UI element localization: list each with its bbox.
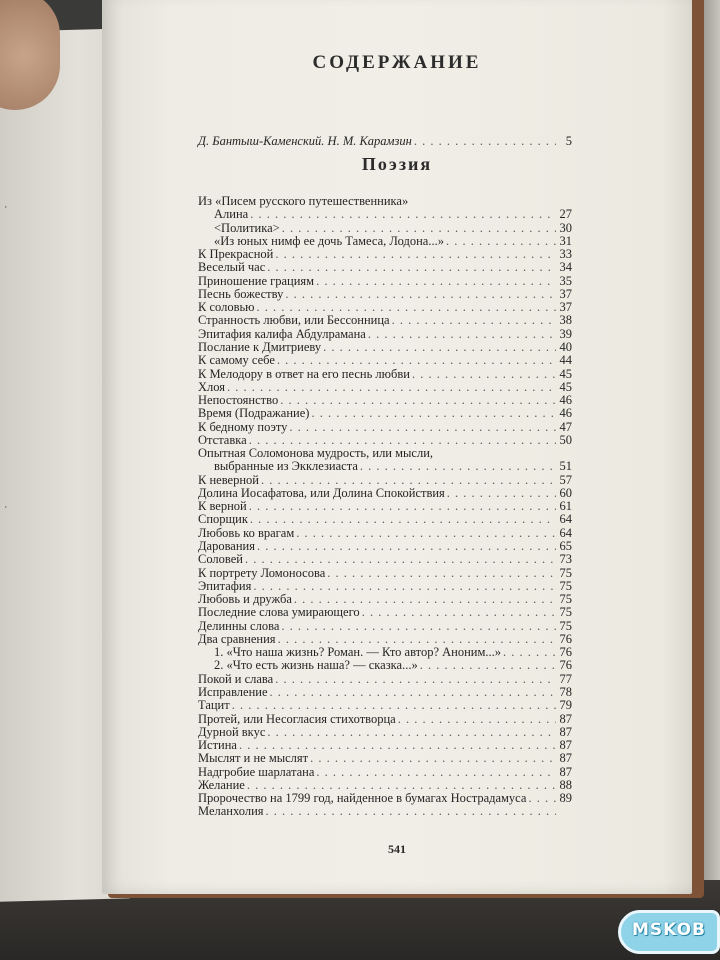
toc-leader-dots bbox=[289, 420, 556, 434]
toc-entry bbox=[198, 406, 572, 420]
toc-leader-dots bbox=[398, 712, 556, 726]
toc-entry-title: Желание bbox=[198, 777, 245, 792]
toc-entry-page: 87 bbox=[559, 738, 572, 753]
toc-entry-page: 45 bbox=[559, 366, 572, 381]
toc-entry-page: 75 bbox=[559, 578, 572, 593]
toc-entry bbox=[198, 725, 572, 739]
toc-entry bbox=[198, 619, 572, 633]
toc-entry bbox=[198, 552, 572, 566]
toc-entry bbox=[198, 592, 572, 606]
toc-entry-page: 61 bbox=[559, 499, 572, 514]
toc-leader-dots bbox=[414, 134, 556, 148]
toc-entry-page: 27 bbox=[559, 207, 572, 222]
toc-entry-page: 57 bbox=[559, 472, 572, 487]
toc-entry-page: 78 bbox=[559, 684, 572, 699]
toc-entry-title: «Из юных нимф ее дочь Тамеса, Лодона...» bbox=[214, 233, 444, 248]
toc-leader-dots bbox=[327, 566, 556, 580]
toc-leader-dots bbox=[267, 725, 556, 739]
toc-entry-page: 39 bbox=[559, 326, 572, 341]
toc-entry-title: 1. «Что наша жизнь? Роман. — Кто автор? Аноним...» bbox=[214, 645, 502, 660]
toc-leader-dots bbox=[280, 393, 556, 407]
toc-entry-page: 73 bbox=[559, 552, 572, 567]
toc-leader-dots bbox=[249, 499, 556, 513]
toc-leader-dots bbox=[267, 260, 556, 274]
toc-leader-dots bbox=[412, 367, 556, 381]
toc-entry-page: 87 bbox=[559, 711, 572, 726]
toc-entry-title: Эпитафия калифа Абдулрамана bbox=[198, 326, 366, 341]
toc-entry bbox=[198, 380, 572, 394]
toc-entry bbox=[198, 566, 572, 580]
toc-leader-dots bbox=[447, 486, 556, 500]
toc-entry bbox=[198, 260, 572, 274]
toc-authors-text: Д. Бантыш-Каменский. Н. М. Карамзин bbox=[198, 134, 412, 148]
toc-entry bbox=[198, 486, 572, 500]
toc-leader-dots bbox=[392, 313, 556, 327]
toc-entry-title: К Прекрасной bbox=[198, 247, 274, 262]
toc-entry-title: выбранные из Экклезиаста bbox=[214, 459, 358, 474]
toc-entry-page: 75 bbox=[559, 565, 572, 580]
toc-entry-title: Дарования bbox=[198, 539, 255, 554]
toc-entry-title: Мыслят и не мыслят bbox=[198, 751, 309, 766]
toc-entry-title: Меланхолия bbox=[198, 804, 264, 819]
toc-entry bbox=[198, 512, 572, 526]
toc-leader-dots bbox=[239, 738, 556, 752]
toc-leader-dots bbox=[275, 247, 556, 261]
toc-entry-title: Исправление bbox=[198, 684, 268, 699]
toc-entry-title: Тацит bbox=[198, 698, 230, 713]
page-number: 541 bbox=[388, 842, 406, 856]
toc-leader-dots bbox=[316, 274, 556, 288]
toc-entry-page: 30 bbox=[559, 220, 572, 235]
toc-leader-dots bbox=[247, 778, 556, 792]
toc-entry-title: Последние слова умирающего bbox=[198, 605, 360, 620]
toc-leader-dots bbox=[316, 765, 556, 779]
toc-entry-page: 50 bbox=[559, 432, 572, 447]
toc-entry-title: Непостоянство bbox=[198, 393, 279, 408]
toc-leader-dots bbox=[249, 433, 556, 447]
toc-entry-page: 89 bbox=[559, 791, 572, 806]
toc-entry bbox=[198, 300, 572, 314]
toc-entry bbox=[198, 194, 572, 208]
toc-entry-title: Протей, или Несогласия стихотворца bbox=[198, 711, 396, 726]
toc-leader-dots bbox=[362, 605, 556, 619]
toc-leader-dots bbox=[250, 207, 556, 221]
toc-leader-dots bbox=[446, 234, 556, 248]
toc-entry bbox=[214, 234, 572, 248]
toc-entry-page: 77 bbox=[559, 671, 572, 686]
toc-entry bbox=[198, 791, 572, 805]
toc-entry bbox=[198, 579, 572, 593]
toc-entry-page: 38 bbox=[559, 313, 572, 328]
toc-entry bbox=[198, 738, 572, 752]
toc-entry bbox=[198, 712, 572, 726]
toc-leader-dots bbox=[281, 619, 556, 633]
watermark-logo bbox=[618, 910, 720, 954]
toc-entry bbox=[198, 353, 572, 367]
toc-entry bbox=[214, 658, 572, 672]
toc-leader-dots bbox=[294, 592, 556, 606]
toc-entry-page: 46 bbox=[559, 393, 572, 408]
toc-entry-title: К соловью bbox=[198, 300, 255, 315]
toc-entry-title: Делинны слова bbox=[198, 618, 280, 633]
page-title: СОДЕРЖАНИЕ bbox=[312, 52, 482, 73]
toc-entry bbox=[198, 698, 572, 712]
section-heading: Поэзия bbox=[361, 154, 433, 174]
toc-entry bbox=[198, 778, 572, 792]
toc-entry-title: К бедному поэту bbox=[198, 419, 288, 434]
toc-entry-title: Время (Подражание) bbox=[198, 406, 310, 421]
toc-entry bbox=[198, 420, 572, 434]
book-page bbox=[102, 0, 692, 894]
toc-entry-title: Из «Писем русского путешественника» bbox=[198, 194, 409, 208]
toc-entry bbox=[198, 367, 572, 381]
toc-leader-dots bbox=[261, 473, 556, 487]
toc-entry bbox=[198, 765, 572, 779]
toc-entry-title: Веселый час bbox=[198, 260, 266, 275]
toc-leader-dots bbox=[282, 221, 556, 235]
toc-entry-title: Пророчество на 1799 год, найденное в бумагах Нострадамуса bbox=[198, 791, 527, 806]
toc-entry-title: Соловей bbox=[198, 552, 243, 567]
toc-entry bbox=[214, 207, 572, 221]
toc-entry bbox=[198, 526, 572, 540]
toc-entry bbox=[198, 539, 572, 553]
toc-entry-page: 34 bbox=[559, 260, 572, 275]
toc-entry-page: 75 bbox=[559, 618, 572, 633]
toc-entry-title: Спорщик bbox=[198, 512, 248, 527]
toc-authors-page: 5 bbox=[565, 134, 572, 148]
toc-entry-page: 45 bbox=[559, 379, 572, 394]
toc-entry bbox=[198, 327, 572, 341]
toc-entry-page: 75 bbox=[559, 605, 572, 620]
toc-entry bbox=[198, 473, 572, 487]
toc-entry bbox=[214, 645, 572, 659]
toc-leader-dots bbox=[311, 406, 556, 420]
toc-entry-page: 40 bbox=[559, 339, 572, 354]
toc-entry-title: <Политика> bbox=[214, 220, 280, 235]
toc-entry bbox=[198, 393, 572, 407]
toc-entry-title: К Мелодору в ответ на его песнь любви bbox=[198, 366, 410, 381]
toc-leader-dots bbox=[278, 632, 556, 646]
toc-entry-page: 88 bbox=[559, 777, 572, 792]
toc-entry bbox=[198, 340, 572, 354]
toc-entry-title: К портрету Ломоносова bbox=[198, 565, 326, 580]
toc-entry-title: Алина bbox=[214, 207, 249, 222]
toc-leader-dots bbox=[227, 380, 556, 394]
toc-entry-page: 76 bbox=[559, 658, 572, 673]
toc-leader-dots bbox=[503, 645, 556, 659]
toc-entry bbox=[198, 632, 572, 646]
toc-leader-dots bbox=[253, 579, 556, 593]
toc-entry-title: Песнь божеству bbox=[198, 286, 284, 301]
toc-entry-title: Долина Иосафатова, или Долина Спокойствия bbox=[198, 485, 445, 500]
toc-entry-page: 31 bbox=[559, 233, 572, 248]
toc-entry-title: Два сравнения bbox=[198, 631, 276, 646]
toc-entry bbox=[198, 672, 572, 686]
toc-leader-dots bbox=[257, 300, 556, 314]
toc-entry-title: К верной bbox=[198, 499, 247, 514]
toc-entry-title: Хлоя bbox=[198, 379, 226, 394]
toc-entry bbox=[198, 751, 572, 765]
toc-leader-dots bbox=[257, 539, 556, 553]
toc-entry-page: 37 bbox=[559, 300, 572, 315]
toc-entry bbox=[198, 446, 572, 460]
toc-entry-title: Истина bbox=[198, 738, 237, 753]
toc-entry-title: Приношение грациям bbox=[198, 273, 315, 288]
toc-leader-dots bbox=[270, 685, 556, 699]
toc-entry-page: 76 bbox=[559, 645, 572, 660]
toc-leader-dots bbox=[360, 459, 556, 473]
toc-entry-page: 87 bbox=[559, 724, 572, 739]
toc-entry-title: Любовь ко врагам bbox=[198, 525, 295, 540]
toc-entry-page: 37 bbox=[559, 286, 572, 301]
toc-leader-dots bbox=[245, 552, 556, 566]
toc-leader-dots bbox=[250, 512, 556, 526]
toc-entry-title: Любовь и дружба bbox=[198, 592, 292, 607]
toc-entry-page: 76 bbox=[559, 631, 572, 646]
toc-entry bbox=[198, 433, 572, 447]
toc-entry-page: 64 bbox=[559, 525, 572, 540]
toc-entry bbox=[198, 499, 572, 513]
toc-entry-page: 64 bbox=[559, 512, 572, 527]
toc-entry bbox=[198, 247, 572, 261]
toc-entry-title: 2. «Что есть жизнь наша? — сказка...» bbox=[214, 658, 418, 673]
toc-entry-title: К самому себе bbox=[198, 353, 275, 368]
toc-entry-page: 33 bbox=[559, 247, 572, 262]
toc-entry-title: Покой и слава bbox=[198, 671, 274, 686]
toc-leader-dots bbox=[296, 526, 556, 540]
toc-entry-title: Надгробие шарлатана bbox=[198, 764, 315, 779]
toc-entry-title: Опытная Соломонова мудрость, или мысли, bbox=[198, 446, 434, 461]
toc-leader-dots bbox=[420, 658, 556, 672]
toc-leader-dots bbox=[277, 353, 556, 367]
toc-entry-title: Послание к Дмитриеву bbox=[198, 339, 322, 354]
toc-authors-line bbox=[198, 134, 572, 148]
toc-entry-title: Странность любви, или Бессонница bbox=[198, 313, 390, 328]
toc-leader-dots bbox=[232, 698, 556, 712]
toc-leader-dots bbox=[528, 791, 556, 805]
toc-entry bbox=[198, 685, 572, 699]
toc-entry bbox=[198, 287, 572, 301]
toc-entry bbox=[198, 804, 572, 818]
toc-entry-title: Отставка bbox=[198, 432, 247, 447]
toc-entry-page: 46 bbox=[559, 406, 572, 421]
toc-entry-page: 44 bbox=[559, 353, 572, 368]
watermark-text: MSKOB bbox=[632, 920, 706, 940]
toc-entry bbox=[198, 313, 572, 327]
toc-entry-page: 87 bbox=[559, 764, 572, 779]
toc-entry-page: 60 bbox=[559, 485, 572, 500]
toc-entry-page: 65 bbox=[559, 539, 572, 554]
toc-entry-page: 87 bbox=[559, 751, 572, 766]
toc-entry-page: 51 bbox=[559, 459, 572, 474]
toc-entry-title: Дурной вкус bbox=[198, 724, 266, 739]
left-page-fragment: · bbox=[4, 501, 8, 514]
left-page-fragment: · bbox=[4, 201, 8, 214]
toc-leader-dots bbox=[266, 804, 556, 818]
toc-entry-page: 79 bbox=[559, 698, 572, 713]
toc-leader-dots bbox=[368, 327, 556, 341]
toc-entry-page: 47 bbox=[559, 419, 572, 434]
toc-entry bbox=[214, 221, 572, 235]
toc-entry bbox=[214, 459, 572, 473]
toc-entry-title: К неверной bbox=[198, 472, 259, 487]
toc-leader-dots bbox=[275, 672, 556, 686]
toc-entry-page: 75 bbox=[559, 592, 572, 607]
toc-entry-page: 35 bbox=[559, 273, 572, 288]
toc-entry bbox=[198, 274, 572, 288]
toc-leader-dots bbox=[310, 751, 556, 765]
toc-leader-dots bbox=[323, 340, 556, 354]
toc-entry-title: Эпитафия bbox=[198, 578, 252, 593]
toc-entry bbox=[198, 605, 572, 619]
toc-leader-dots bbox=[285, 287, 556, 301]
